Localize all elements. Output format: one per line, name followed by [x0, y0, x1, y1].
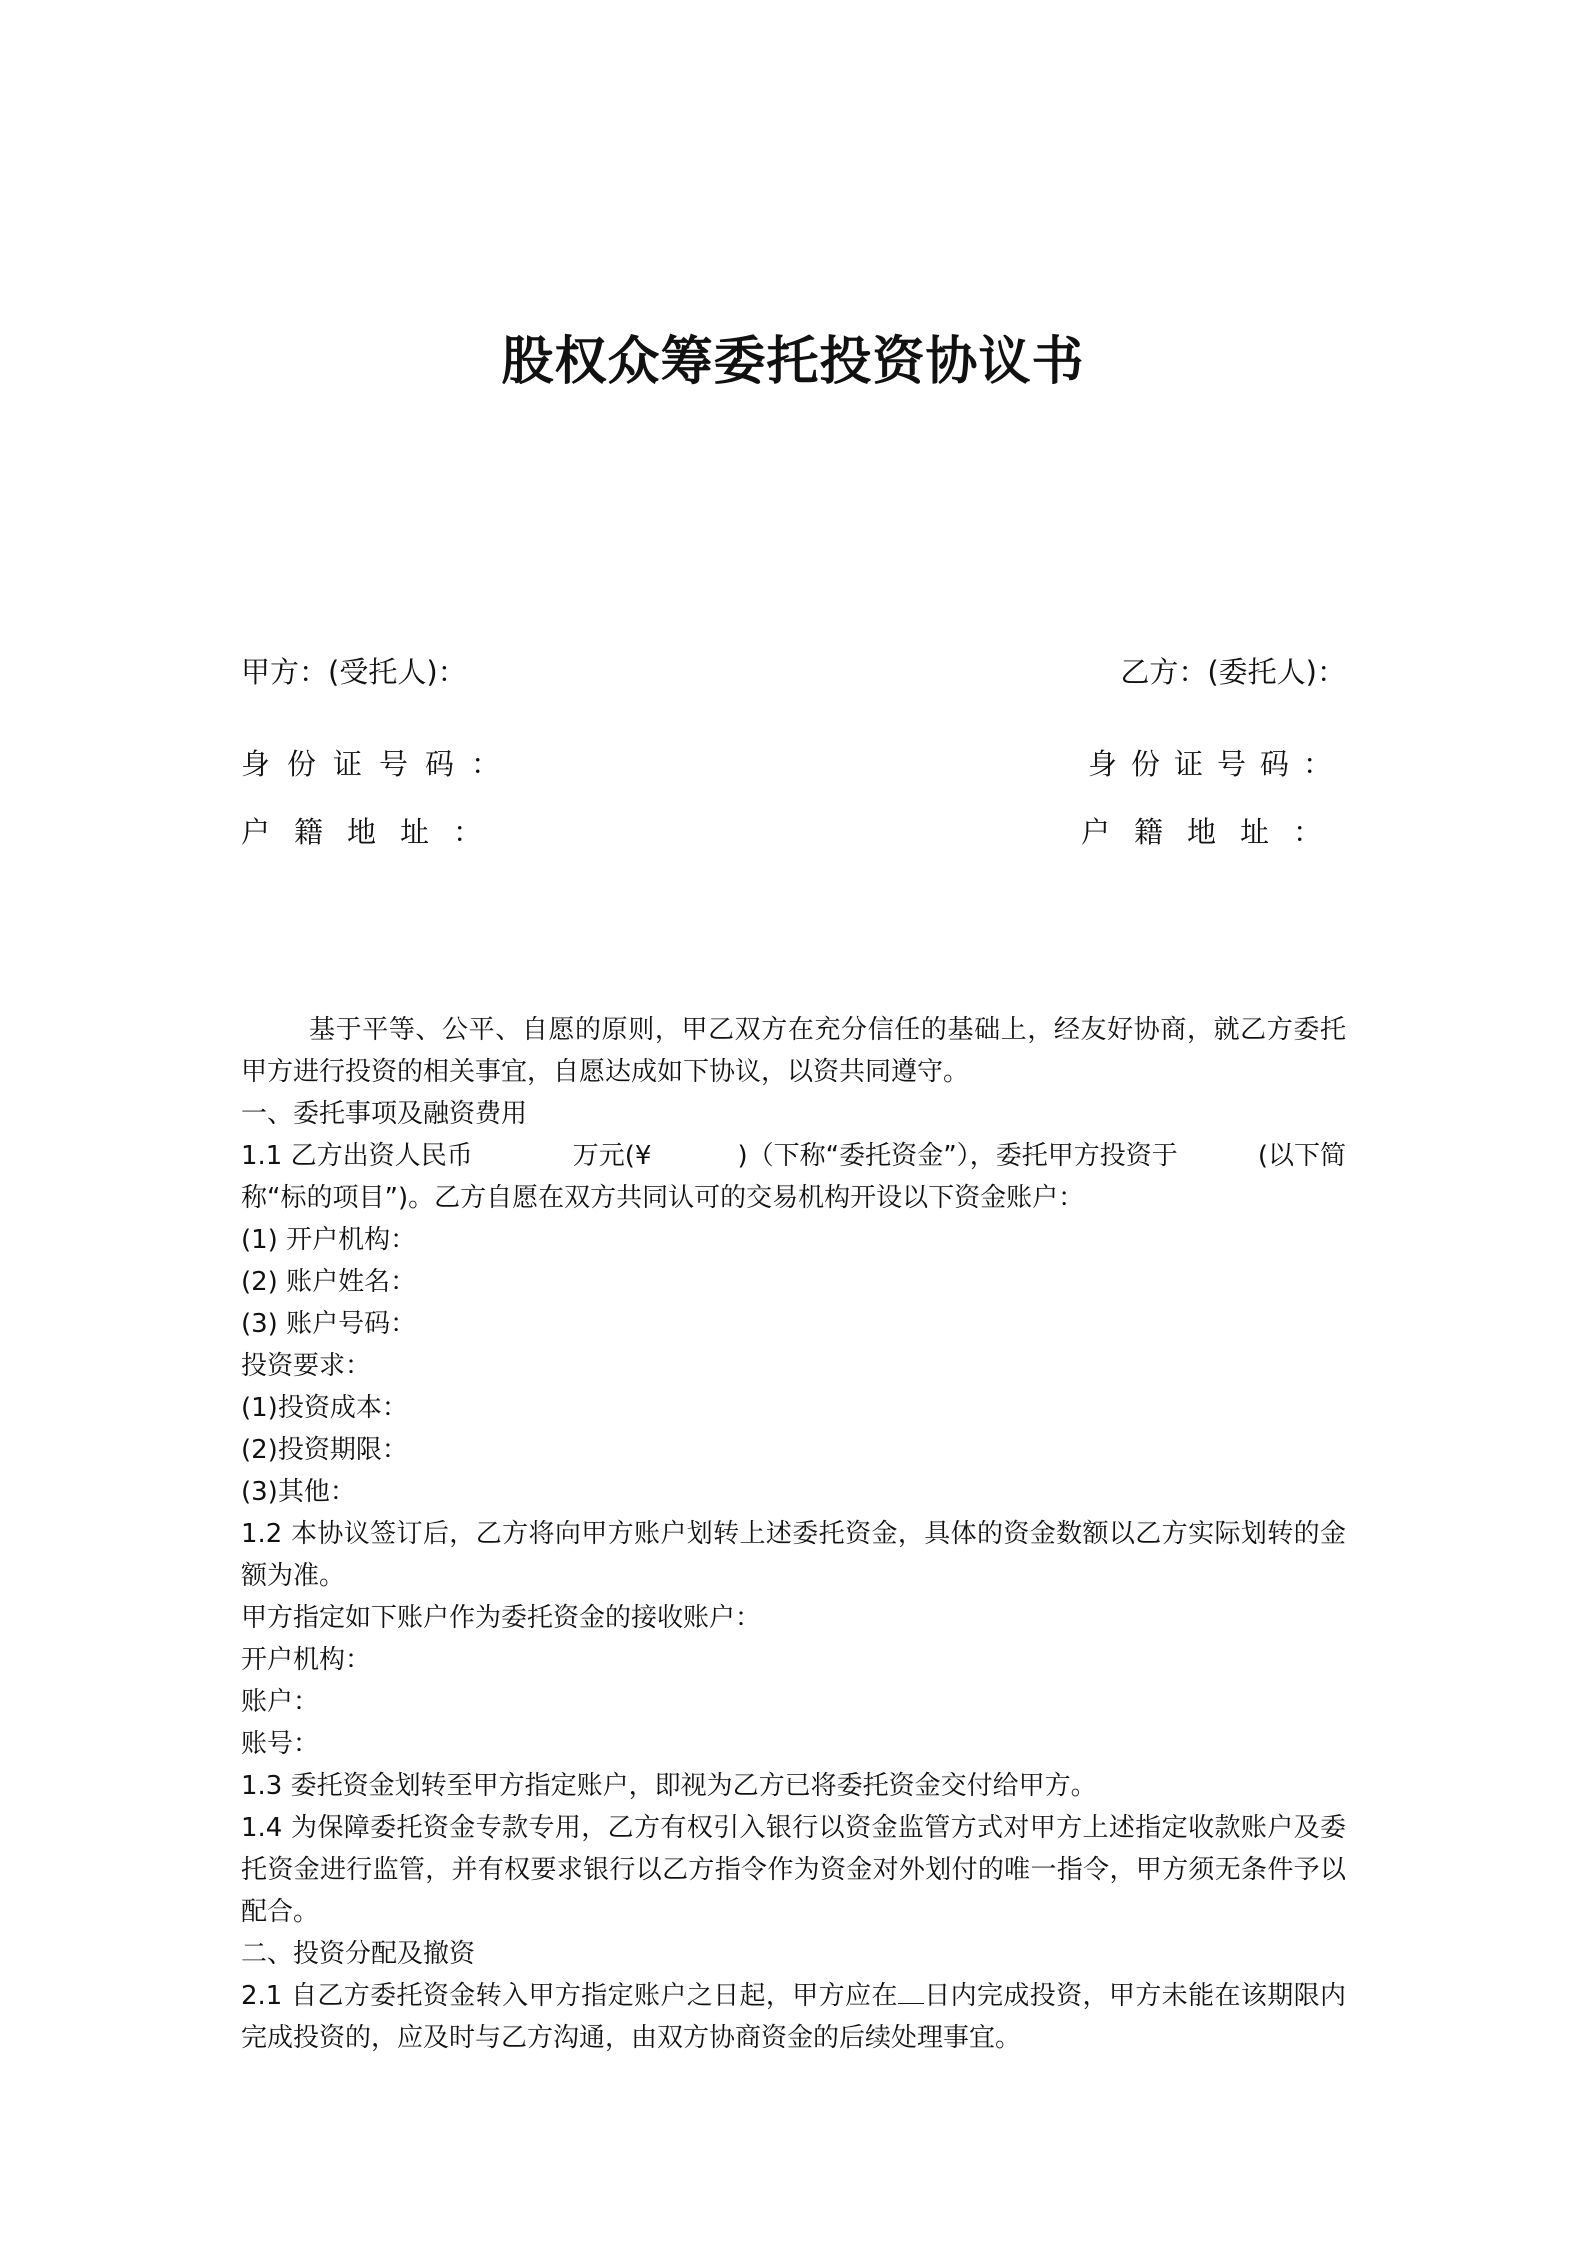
party-header-row [241, 647, 1346, 697]
section-2-heading: 二、投资分配及撤资 [241, 1939, 476, 1969]
investment-requirement-item: (2)投资期限： [241, 1435, 408, 1465]
clause-2-1-part-a: 2.1 自乙方委托资金转入甲方指定账户之日起，甲方应在 [241, 1981, 898, 2011]
party-a-label: 甲方：(受托人)： [241, 655, 467, 689]
id-number-row [241, 739, 1346, 789]
party-a-id-label: 身份证号码： [241, 747, 518, 781]
account-item: (2) 账户姓名： [241, 1267, 417, 1297]
receiving-account-item: 账户： [241, 1687, 320, 1717]
address-row [241, 807, 1346, 857]
investment-requirement-item: (3)其他： [241, 1477, 356, 1507]
account-item: (3) 账户号码： [241, 1309, 417, 1339]
clause-1-1 [241, 1135, 1346, 1219]
receiving-account-item: 账号： [241, 1729, 320, 1759]
account-item: (1) 开户机构： [241, 1225, 417, 1255]
days-blank [898, 1981, 924, 2004]
party-b-label: 乙方：(委托人)： [1120, 655, 1346, 689]
party-a-address-label: 户籍地址： [241, 815, 507, 849]
clause-2-1-part-b: 日内完成投资，甲方未能在该期限内完成投资的，应及时与乙方沟通，由双方协商资金的后续处理事宜。 [241, 1981, 1346, 2053]
document-title: 股权众筹委托投资协议书 [501, 332, 1085, 392]
investment-requirement-item: (1)投资成本： [241, 1393, 408, 1423]
clause-1-1-part-b: 万元(¥ [572, 1141, 652, 1171]
investment-requirements-heading: 投资要求： [241, 1351, 372, 1381]
clause-1-2: 1.2 本协议签订后，乙方将向甲方账户划转上述委托资金，具体的资金数额以乙方实际划转的金额为准。 [241, 1519, 1346, 1591]
clause-1-1-part-c: )（下称“委托资金”），委托甲方投资于 [737, 1141, 1178, 1171]
section-1-heading: 一、委托事项及融资费用 [241, 1099, 528, 1129]
agreement-body [241, 1009, 1346, 2059]
party-b-id-label: 身份证号码： [1087, 747, 1346, 781]
clause-1-3: 1.3 委托资金划转至甲方指定账户，即视为乙方已将委托资金交付给甲方。 [241, 1771, 1097, 1801]
clause-2-1 [241, 1975, 1346, 2059]
clause-1-4: 1.4 为保障委托资金专款专用，乙方有权引入银行以资金监管方式对甲方上述指定收款账户及委托资金进行监管，并有权要求银行以乙方指令作为资金对外划付的唯一指令，甲方须无条件予以配合。 [241, 1813, 1346, 1927]
intro-paragraph: 基于平等、公平、自愿的原则，甲乙双方在充分信任的基础上，经友好协商，就乙方委托甲方进行投资的相关事宜，自愿达成如下协议，以资共同遵守。 [241, 1015, 1346, 1087]
party-b-address-label: 户籍地址： [1080, 815, 1346, 849]
receiving-account-item: 开户机构： [241, 1645, 372, 1675]
clause-1-1-part-a: 1.1 乙方出资人民币 [241, 1141, 473, 1171]
clause-1-1-part-d: (以下简称“标的项目”)。乙方自愿在双方共同认可的交易机构开设以下资金账户： [241, 1141, 1346, 1213]
receiving-account-heading: 甲方指定如下账户作为委托资金的接收账户： [241, 1603, 762, 1633]
